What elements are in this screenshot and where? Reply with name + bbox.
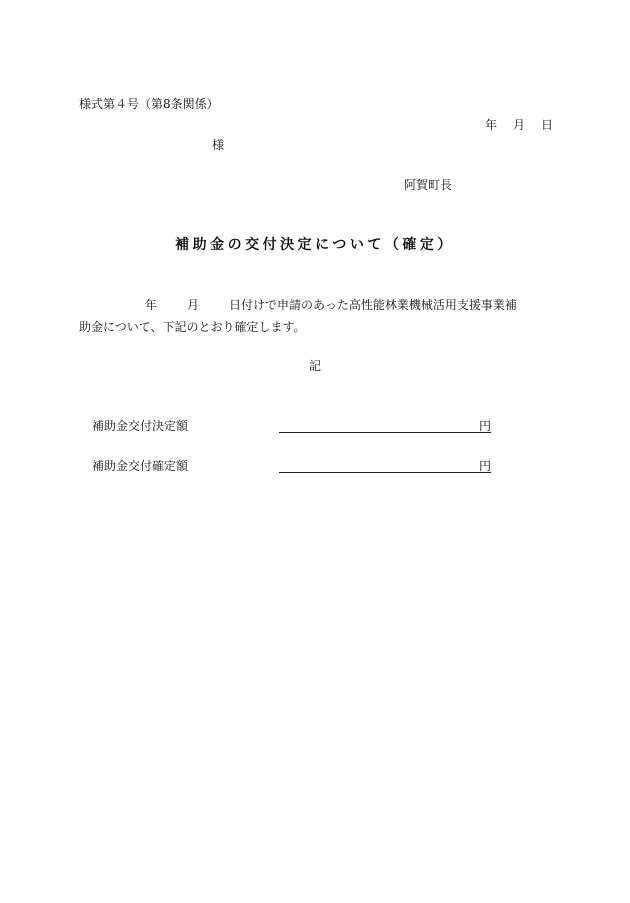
date-line [485,119,553,131]
body-year-label: 年 [145,298,158,312]
decision-amount-unit: 円 [479,419,492,433]
body-text-line-2: 助金について、下記のとおり確定します。 [79,320,306,334]
decision-amount-label: 補助金交付決定額 [92,419,189,433]
date-year-label: 年 [485,118,498,132]
ki-heading: 記 [308,359,321,373]
issuer-name: 阿賀町長 [404,178,453,192]
decision-amount-line [279,419,491,433]
date-month-label: 月 [513,118,526,132]
body-text-line-1 [145,299,517,311]
document-title: 補助金の交付決定について（確定） [175,237,455,253]
form-number: 様式第４号（第8条関係） [79,97,219,111]
confirmed-amount-label: 補助金交付確定額 [92,459,189,473]
body-line1-text: 日付けで申請のあった高性能林業機械活用支援事業補 [229,298,517,312]
confirmed-amount-line [279,459,491,473]
confirmed-amount-unit: 円 [479,459,492,473]
body-month-label: 月 [187,298,200,312]
addressee-suffix: 様 [212,138,225,152]
date-day-label: 日 [541,118,554,132]
